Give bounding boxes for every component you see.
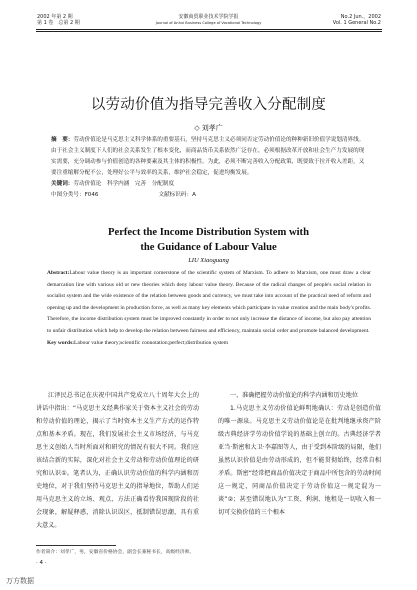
title-en-line-1: Perfect the Income Distribution System with	[108, 227, 309, 238]
issue-line-2: 第 1 卷 总第 2 期	[37, 20, 80, 26]
abstract-cn	[51, 135, 365, 201]
volume-line-2: Vol. 1 General No.2	[332, 20, 381, 26]
keywords-en	[47, 338, 371, 350]
volume-line-1: No.2 Jun.，2002	[340, 14, 381, 20]
watermark: 万方数据	[6, 577, 34, 585]
abstract-en-label: Abstract:	[47, 270, 70, 276]
abstract-cn-body	[51, 135, 365, 179]
keywords-cn-label: 关键词：	[51, 181, 74, 187]
abstract-en	[47, 268, 371, 349]
keywords-en-text: Labour value theory;scientific connotation;perfect;distribution system	[74, 339, 229, 346]
keywords-cn	[51, 179, 365, 190]
author-name: ◇ 刘孝广	[194, 124, 223, 132]
author-name-en: LIU Xiaoguang	[188, 257, 229, 264]
journal-name-cn: 安徽商贸职业技术学院学报	[178, 14, 239, 20]
classification-cn	[51, 190, 365, 201]
author-footnote: 作者简介：刘孝广，男，安徽省价格协会，副会长兼秘书长，高级经济师。	[36, 550, 195, 555]
clc-label: 中图分类号：	[51, 192, 85, 198]
abstract-cn-text: 劳动价值论是马克思主义科学体系的重要基石，坚持马克思主义必须同否定劳动价值论的种种新旧价值学说划清界线。由于社会主义制度下人们的社会关系发生了根本变化，而商品货币关系依然广泛存在，必须根据改革开放和社会生产力发展的现实需要，充分调动参与价值创造的各种要素及其主体的积极性。为此，必须不断完善收入分配政策，既要致于拉开收入差距，又要注重缩解分配不公，处理好公平与效率的关系，维护社会稳定，促进均衡发展。	[51, 137, 365, 176]
page-title-en	[0, 225, 417, 255]
keywords-en-label: Key words:	[47, 339, 75, 346]
journal-name-en: Journal of Anhui Business College of Vocational Technology	[155, 21, 262, 25]
abstract-cn-label: 摘 要：	[51, 137, 74, 143]
abstract-en-text: Labour value theory is an important cornerstone of the scientific system of Marxism. To adhere to Marxism, one must draw a clear demarcation line with various old or new theories which deny labour value theory. Because of the radical changes of people's social relation in socialist system and the wide existence of the relation between goods and currency, we must take into account of the practical need of reform and opening up and the development in production force, as well as many key elements which participate in value creation and the main body's profits. Therefore, the income distribution system must be improved constantly in order to not only increase the distance of income, but also pay attention to unfair distribution which help to develop the relation between fairness and efficiency, maintain social order and promote balanced development.	[47, 270, 371, 334]
title-en-line-2: the Guidance of Labour Value	[140, 242, 277, 253]
abstract-en-body	[47, 268, 371, 338]
doc-code-label: 文献标识码：	[158, 192, 193, 198]
page-title: 以劳动价值为指导完善收入分配制度	[90, 97, 327, 113]
clc-value: F046	[84, 192, 99, 198]
doc-code-value: A	[192, 192, 196, 198]
body-column-left: 江泽民总书记在庆祝中国共产党成立八十周年大会上的讲话中指出：“马克思主义经典作家关于资本主义社会的劳动和劳动价值的理论，揭示了当时资本主义生产方式的运作特点和基本矛盾。现在，我们发展社会主义市场经济，与马克思主义创始人当时所面对和研究的情况有很大不同。我们应该结合新的实际，深化对社会主义劳动和劳动价值理论的研究和认识①。笔者认为，正确认识劳动价值的科学内涵和历史地位，对于我们坚持马克思主义的指导地位，帮助人们运用马克思主义的立场、观点、方法正确看待我国现阶段的社会现象，解疑释惑，消除认识误区，抵制错误思潮，具有重大意义。	[36, 392, 199, 529]
section-heading: 一、准确把握劳动价值论的科学内涵和历史地位	[230, 392, 358, 399]
footnote-rule	[36, 545, 116, 546]
header-rule-thin	[36, 31, 382, 32]
keywords-cn-text: 劳动价值论 科学内涵 完善 分配制度	[73, 181, 175, 187]
issue-line-1: 2002 年第 2 期	[37, 14, 73, 20]
body-column-right	[218, 389, 381, 519]
page-number: · 4 ·	[36, 560, 47, 566]
section-text: 1.马克思主义劳动价值论鲜明地确认：劳动是创造价值的唯一源泉。马克思主义劳动价值论是在批判地继承资产阶级古典经济学劳动价值学说的基础上创立的。古典经济学者亚当·斯密和大卫·李嘉图等人，由于受到本阶级的局限，他们虽然认识价值是由劳动形成的，但不能贯彻始终，经常自相矛盾。斯密“经常把商品价值决定于商品中所包含的劳动时间这一规定，同商品价值决定于劳动价值这一规定混为一谈”②；甚至错误地认为“工资、利润、地租是一切收入和一切可交换价值的三个根本	[218, 405, 381, 516]
volume-info	[333, 14, 381, 26]
